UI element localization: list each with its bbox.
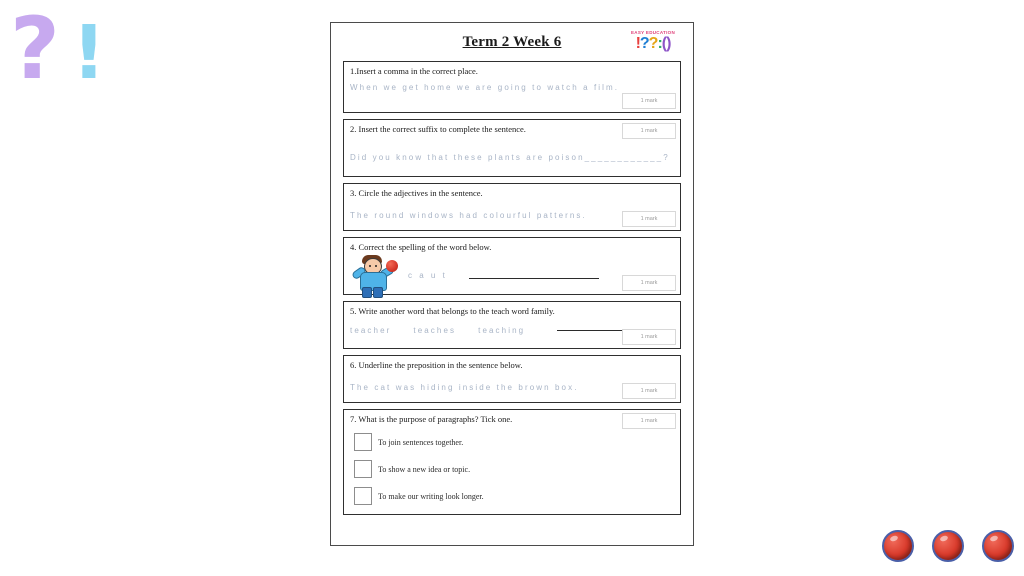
question-6-prompt: 6. Underline the preposition in the sentence below. (350, 360, 523, 370)
question-2 (343, 119, 681, 177)
question-1-mark-box: 1 mark (622, 93, 676, 109)
exclamation-mark-icon: ! (72, 10, 106, 96)
question-mark-icon: ? (10, 0, 60, 99)
question-6-mark-box: 1 mark (622, 383, 676, 399)
question-3 (343, 183, 681, 231)
question-7 (343, 409, 681, 515)
question-3-mark-box: 1 mark (622, 211, 676, 227)
question-4 (343, 237, 681, 295)
question-1-prompt: 1.Insert a comma in the correct place. (350, 66, 478, 76)
word-family-item-2: teaches (413, 326, 457, 335)
question-5-word-family (350, 326, 547, 335)
question-2-answer-text[interactable]: Did you know that these plants are poison____________? (350, 153, 670, 162)
ball-icon-3 (982, 530, 1014, 562)
easy-education-logo (625, 31, 681, 52)
question-7-option-3[interactable] (354, 487, 674, 505)
question-5-mark-box: 1 mark (622, 329, 676, 345)
question-6-answer-text[interactable]: The cat was hiding inside the brown box. (350, 383, 579, 392)
question-1 (343, 61, 681, 113)
decorative-punctuation (10, 0, 130, 99)
logo-brand-text: EASY EDUCATION (630, 30, 676, 35)
ball-icon-1 (882, 530, 914, 562)
question-6 (343, 355, 681, 403)
red-ball-icon (386, 260, 398, 272)
question-7-option-1[interactable] (354, 433, 674, 451)
logo-marks-icon: !??:() (635, 34, 671, 52)
checkbox-option-1[interactable] (354, 433, 372, 451)
question-4-prompt: 4. Correct the spelling of the word below. (350, 242, 492, 252)
checkbox-option-3[interactable] (354, 487, 372, 505)
question-5 (343, 301, 681, 349)
boy-with-ball-illustration (350, 254, 402, 296)
word-family-item-3: teaching (478, 326, 526, 335)
question-4-word: c a u t (408, 270, 448, 280)
checkbox-option-2[interactable] (354, 460, 372, 478)
ball-icon-2 (932, 530, 964, 562)
decorative-balls (882, 530, 1014, 562)
word-family-item-1: teacher (350, 326, 392, 335)
page-title: Term 2 Week 6 (462, 34, 562, 50)
question-5-prompt: 5. Write another word that belongs to the teach word family. (350, 306, 555, 316)
question-2-mark-box: 1 mark (622, 123, 676, 139)
question-2-prompt: 2. Insert the correct suffix to complete the sentence. (350, 124, 526, 134)
worksheet-header (343, 31, 681, 61)
worksheet-page (330, 22, 694, 546)
question-3-answer-text[interactable]: The round windows had colourful patterns. (350, 211, 587, 220)
question-1-answer-text[interactable]: When we get home we are going to watch a film. (350, 83, 620, 92)
question-7-prompt: 7. What is the purpose of paragraphs? Tick one. (350, 414, 513, 424)
question-4-mark-box: 1 mark (622, 275, 676, 291)
question-7-mark-box: 1 mark (622, 413, 676, 429)
option-3-label: To make our writing look longer. (378, 491, 484, 501)
option-1-label: To join sentences together. (378, 437, 464, 447)
question-3-prompt: 3. Circle the adjectives in the sentence. (350, 188, 483, 198)
question-7-option-2[interactable] (354, 460, 674, 478)
question-4-answer-rule[interactable] (469, 278, 599, 279)
option-2-label: To show a new idea or topic. (378, 464, 471, 474)
